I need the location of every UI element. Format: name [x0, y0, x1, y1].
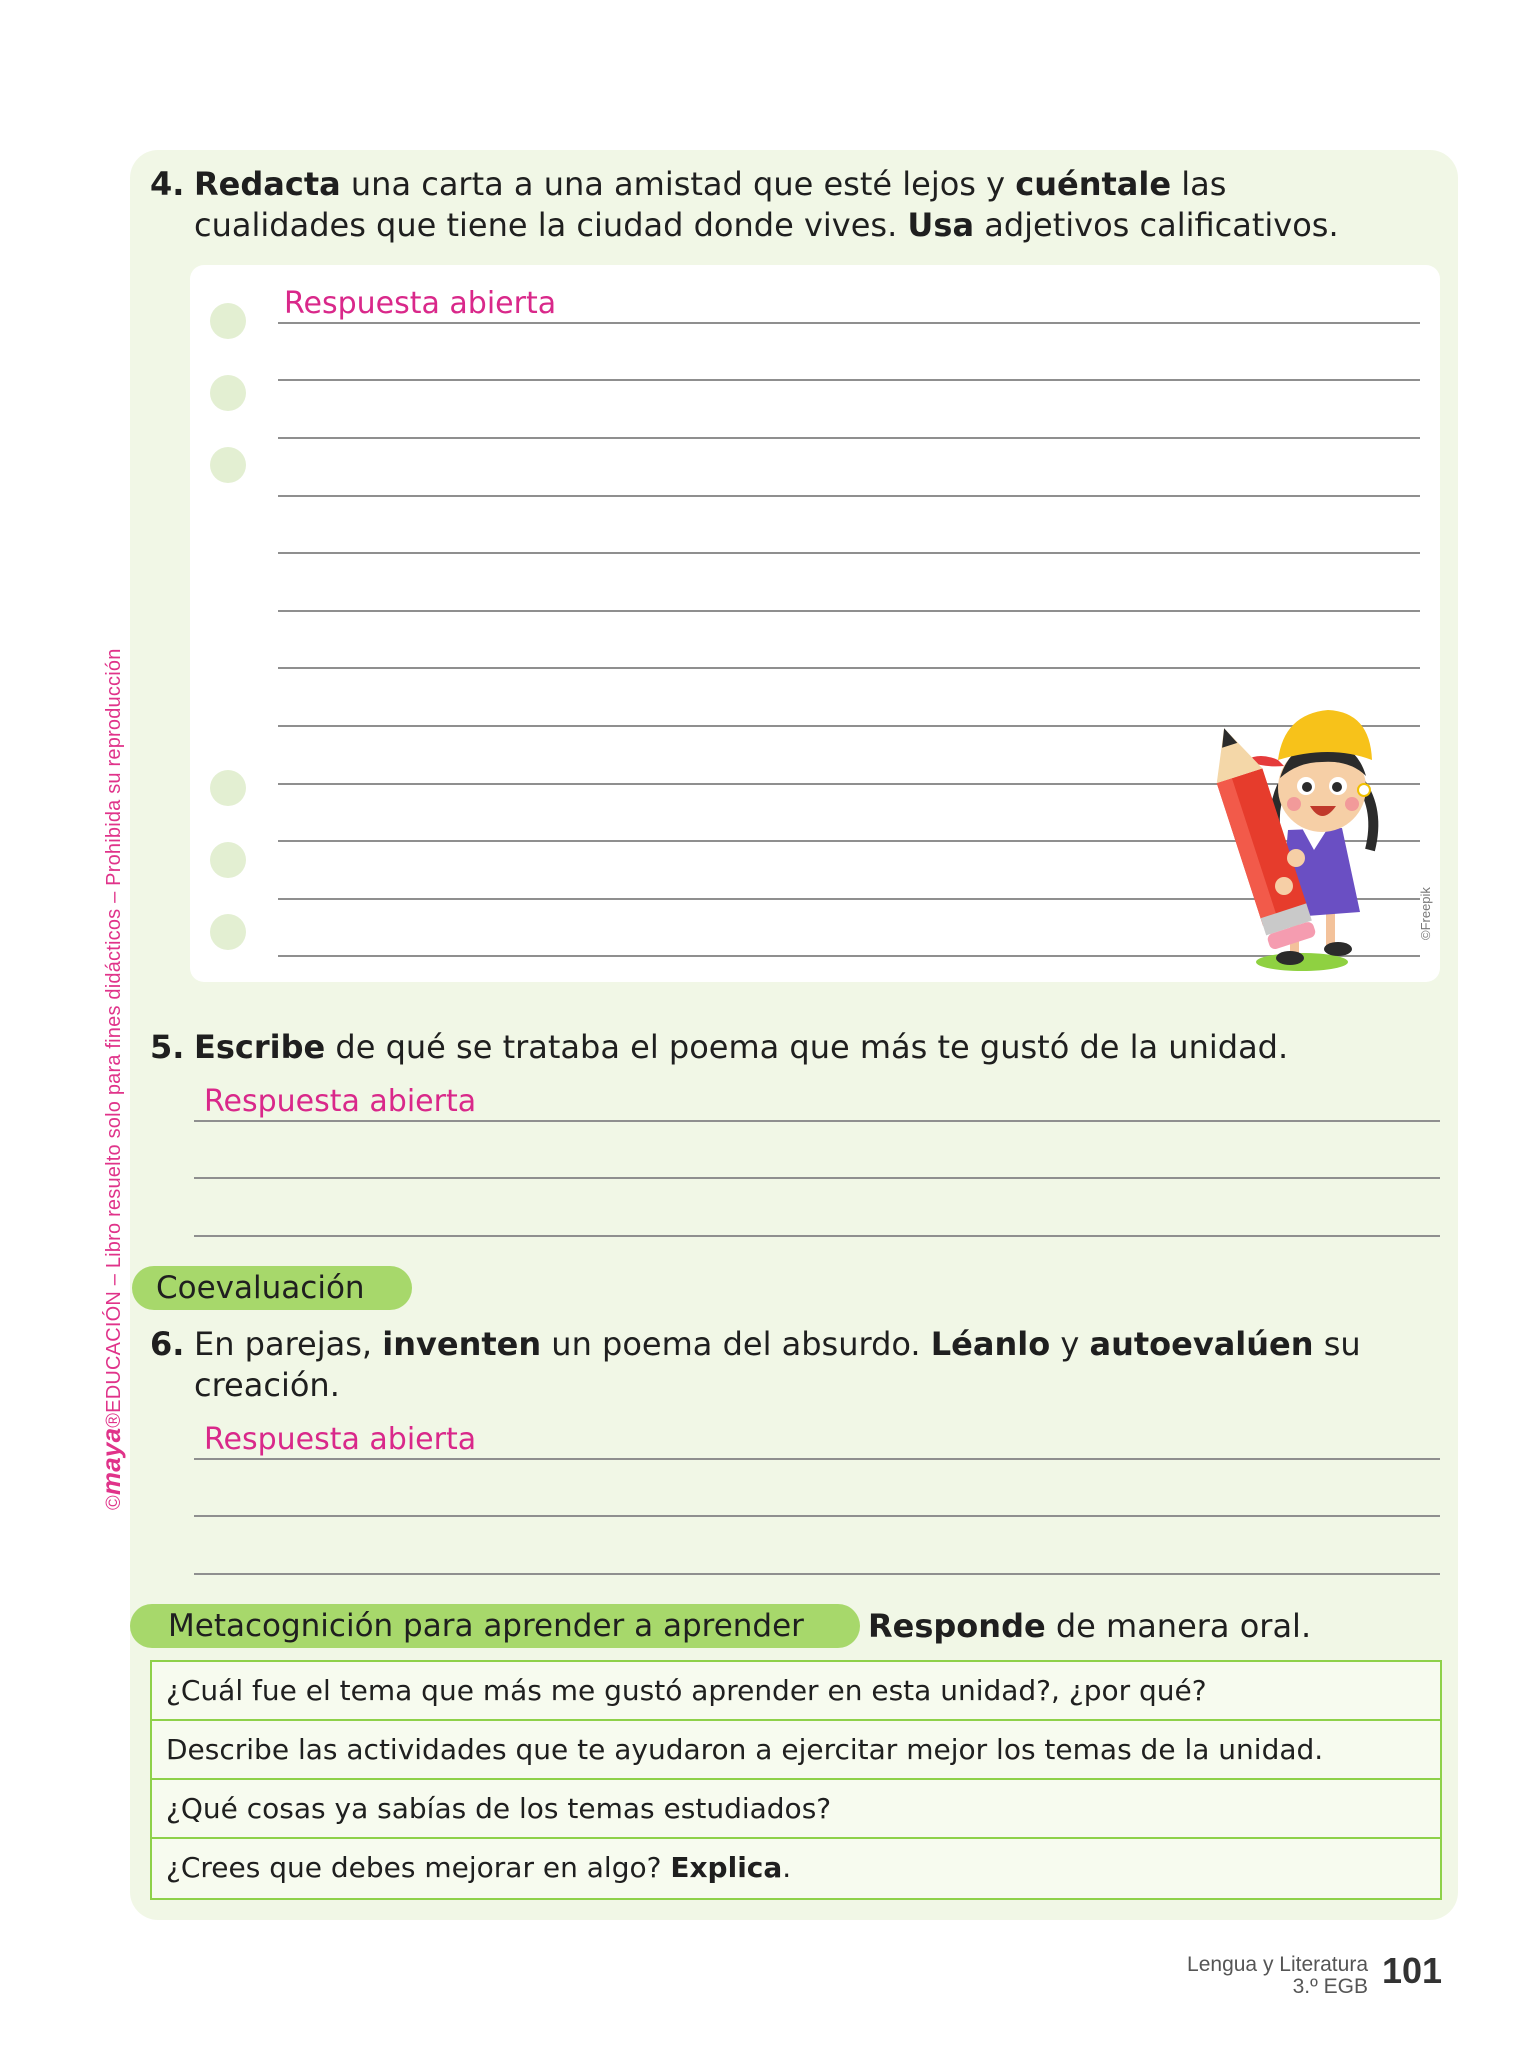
text-segment: de qué se trataba el poema que más te gustó de la unidad. — [325, 1028, 1289, 1066]
brand-logo: maya — [96, 1427, 126, 1496]
text-segment: un poema del absurdo. — [541, 1325, 931, 1363]
answer-text: Respuesta abierta — [204, 1084, 477, 1119]
text-segment: creación. — [194, 1366, 340, 1404]
text-segment: . — [782, 1851, 792, 1884]
binder-hole — [210, 375, 246, 411]
binder-hole — [210, 914, 246, 950]
text-segment: y — [1050, 1325, 1090, 1363]
subject-name: Lengua y Literatura — [1187, 1953, 1368, 1976]
copyright-symbol: © — [103, 1495, 125, 1510]
side-credit — [96, 648, 127, 1510]
page-number: 101 — [1382, 1950, 1443, 1991]
table-row: ¿Qué cosas ya sabías de los temas estudiados? — [152, 1780, 1440, 1839]
question-number: 6. — [150, 1325, 185, 1363]
writing-line[interactable] — [278, 379, 1420, 381]
image-credit: ©Freepik — [1418, 887, 1433, 940]
writing-line[interactable] — [278, 495, 1420, 497]
text-segment: una carta a una amistad que esté lejos y — [340, 165, 1016, 203]
binder-hole — [210, 770, 246, 806]
girl-with-pencil-illustration — [1210, 690, 1420, 980]
letter-paper — [190, 265, 1440, 982]
answer-text: Respuesta abierta — [284, 286, 557, 321]
keyword-cuentale: cuéntale — [1015, 165, 1172, 203]
footer-subject — [1187, 1954, 1368, 1998]
binder-hole — [210, 842, 246, 878]
table-row — [152, 1839, 1440, 1898]
answer-text: Respuesta abierta — [204, 1422, 477, 1457]
writing-line[interactable] — [278, 552, 1420, 554]
text-segment: ¿Crees que debes mejorar en algo? — [166, 1851, 671, 1884]
credit-text: EDUCACIÓN – Libro resuelto solo para fines didácticos – Prohibida su reproducción — [103, 648, 125, 1413]
metacognicion-tag: Metacognición para aprender a aprender — [130, 1604, 860, 1648]
keyword-escribe: Escribe — [194, 1028, 326, 1066]
text-segment: En parejas, — [194, 1325, 383, 1363]
question-number: 4. — [150, 165, 185, 203]
binder-hole — [210, 303, 246, 339]
text-segment: su — [1313, 1325, 1361, 1363]
registered-symbol: ® — [103, 1412, 125, 1428]
grade-label: 3.º EGB — [1292, 1975, 1368, 1998]
text-segment: cualidades que tiene la ciudad donde vives. — [194, 206, 908, 244]
text-segment: adjetivos calificativos. — [974, 206, 1339, 244]
writing-line[interactable] — [194, 1120, 1440, 1122]
keyword-autoevaluen: autoevalúen — [1089, 1325, 1314, 1363]
writing-line[interactable] — [194, 1458, 1440, 1460]
keyword-redacta: Redacta — [194, 165, 341, 203]
writing-line[interactable] — [278, 610, 1420, 612]
metacognicion-table — [150, 1660, 1442, 1900]
keyword-explica: Explica — [670, 1851, 783, 1884]
writing-line[interactable] — [278, 437, 1420, 439]
writing-line[interactable] — [194, 1235, 1440, 1237]
binder-hole — [210, 447, 246, 483]
writing-line[interactable] — [278, 667, 1420, 669]
writing-line[interactable] — [194, 1177, 1440, 1179]
question-number: 5. — [150, 1028, 185, 1066]
keyword-leanlo: Léanlo — [930, 1325, 1051, 1363]
keyword-inventen: inventen — [382, 1325, 542, 1363]
keyword-usa: Usa — [907, 206, 975, 244]
question-text — [194, 1027, 1288, 1068]
question-text — [194, 1324, 1361, 1406]
metacognicion-instruction — [868, 1606, 1311, 1647]
text-segment: las — [1171, 165, 1227, 203]
question-text — [194, 164, 1339, 246]
table-row: ¿Cuál fue el tema que más me gustó aprender en esta unidad?, ¿por qué? — [152, 1662, 1440, 1721]
writing-line[interactable] — [194, 1515, 1440, 1517]
keyword-responde: Responde — [868, 1607, 1046, 1645]
writing-line[interactable] — [194, 1573, 1440, 1575]
table-row: Describe las actividades que te ayudaron a ejercitar mejor los temas de la unidad. — [152, 1721, 1440, 1780]
text-segment: de manera oral. — [1045, 1607, 1312, 1645]
writing-line[interactable] — [278, 322, 1420, 324]
coevaluacion-tag: Coevaluación — [132, 1266, 412, 1310]
